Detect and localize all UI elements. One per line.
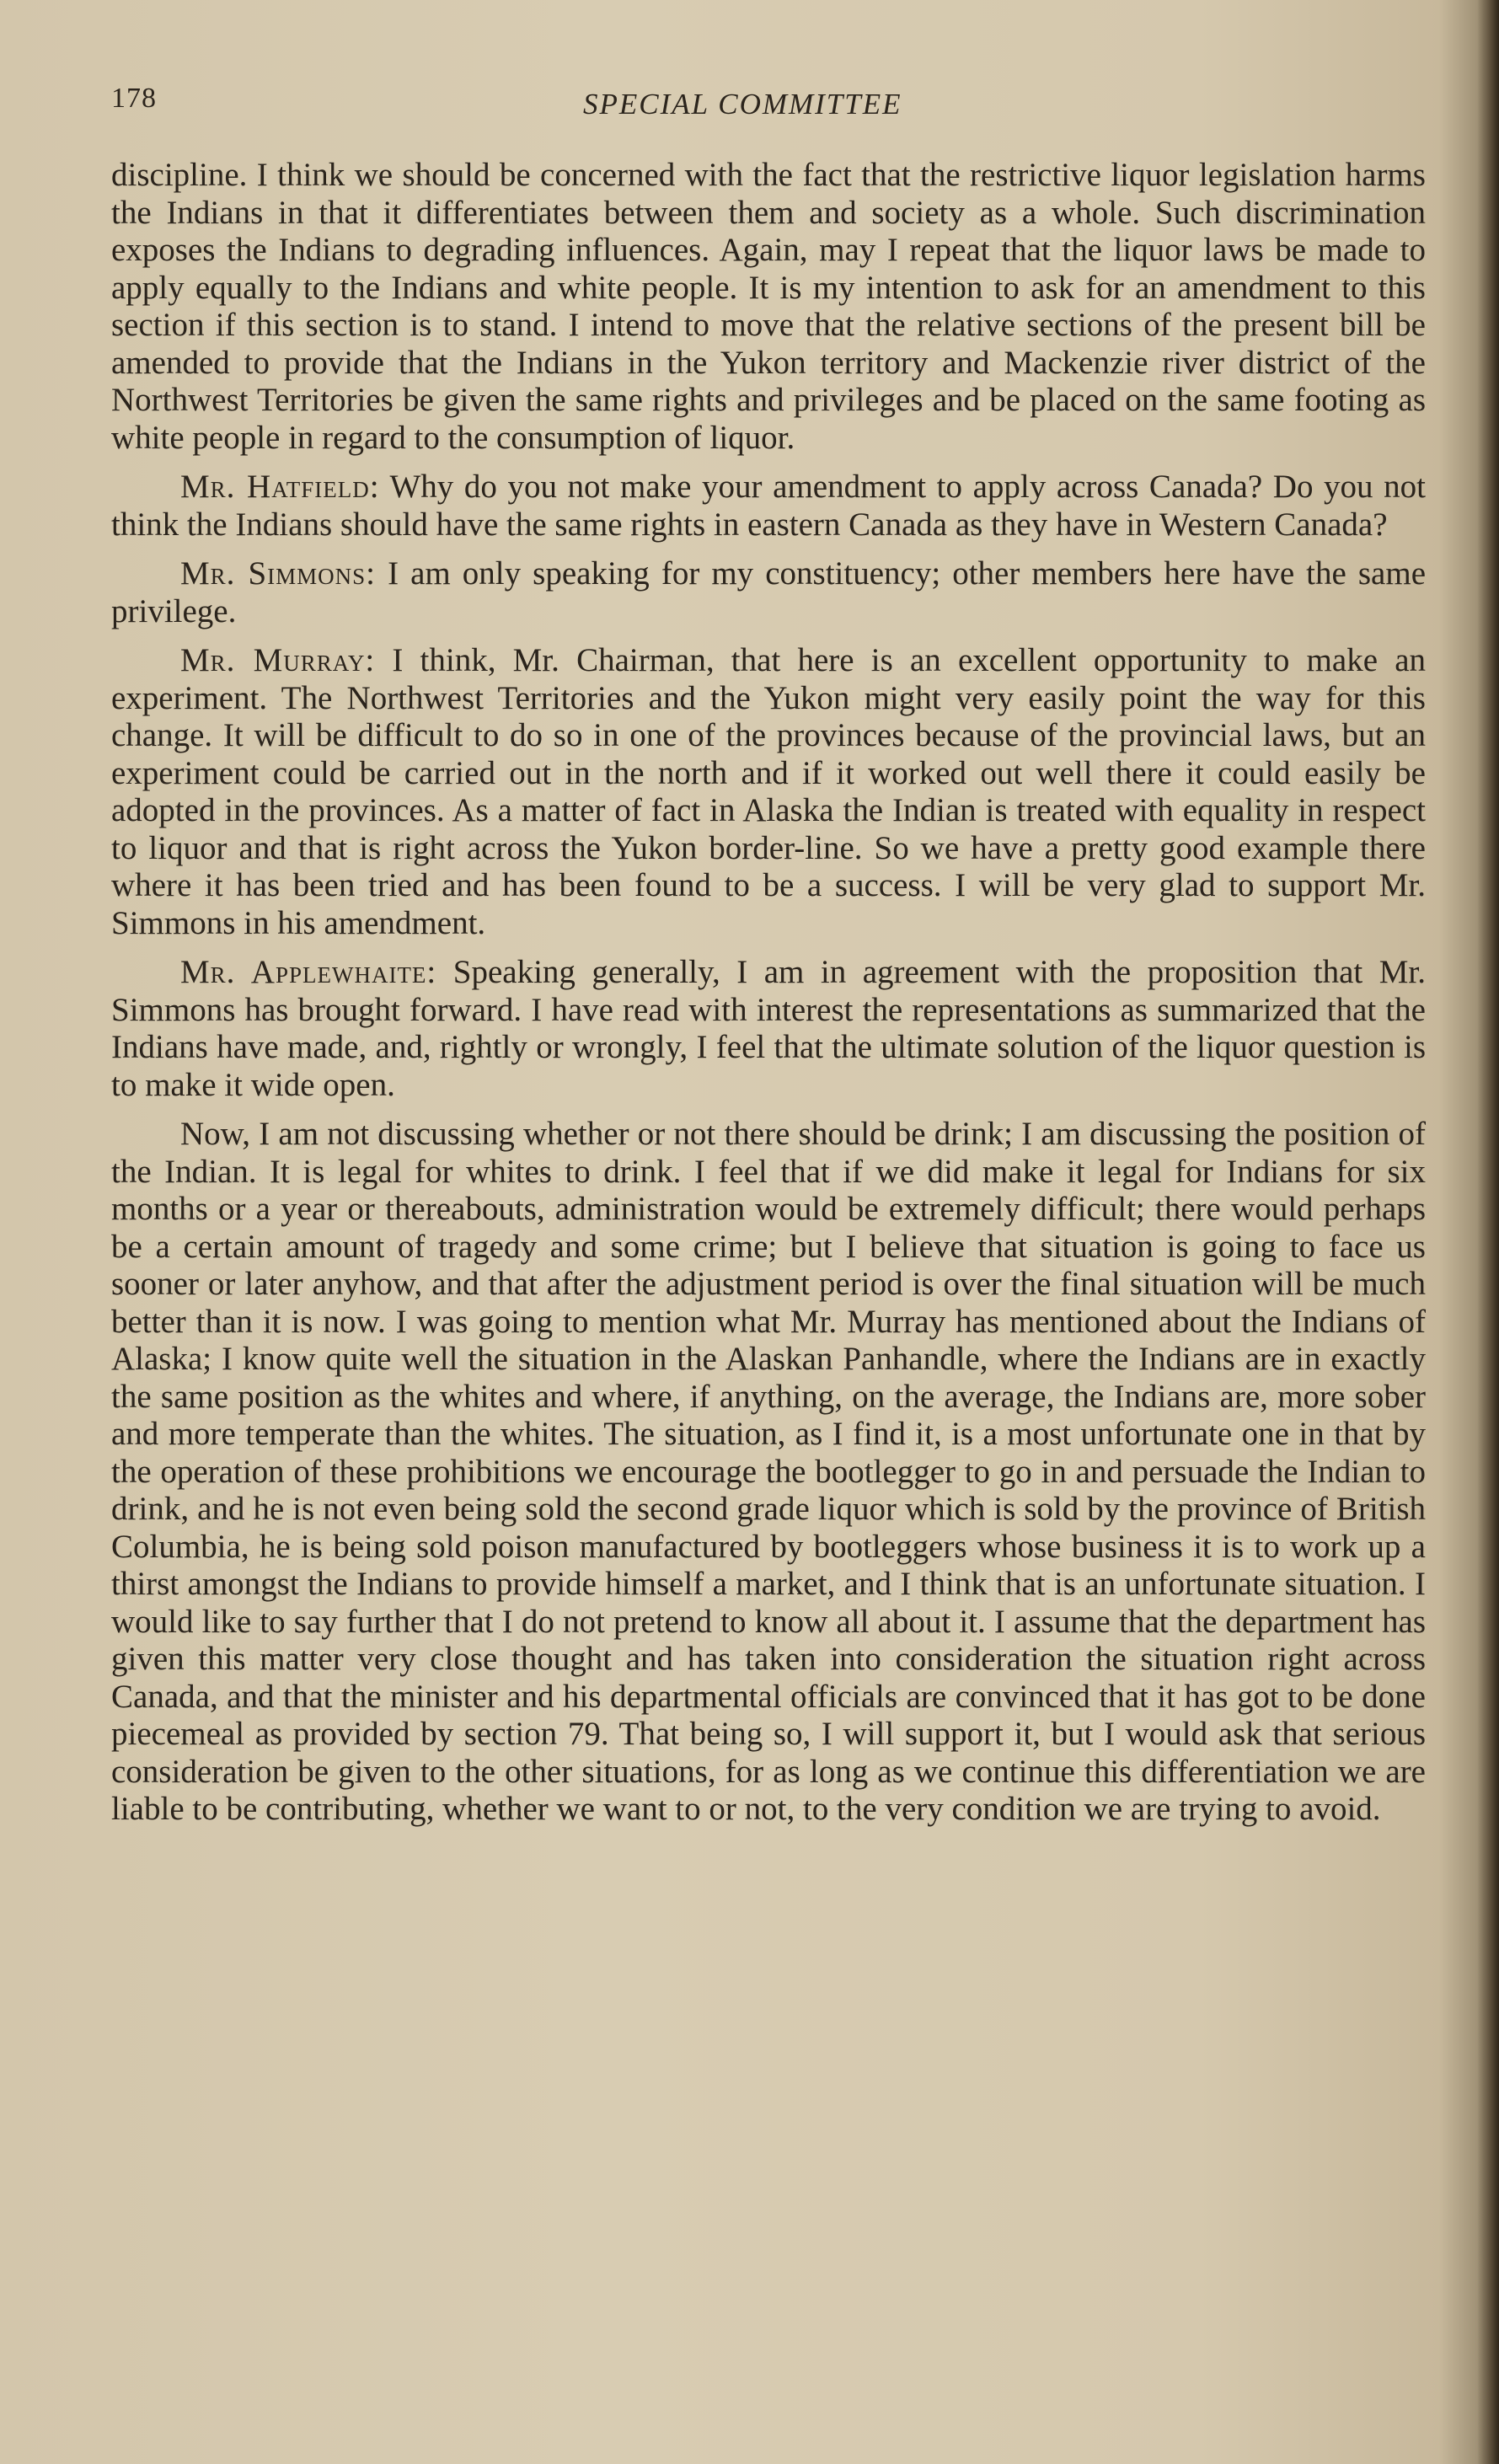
page-header	[111, 83, 1426, 133]
paragraph-murray	[111, 642, 1426, 942]
speaker-name: Mr. Applewhaite:	[180, 954, 437, 990]
paragraph-text: I am only speaking for my constituency; other members here have the same privilege.	[111, 555, 1427, 629]
paragraph-text: I think, Mr. Chairman, that here is an excellent opportunity to make an experiment. The Northwest Territories and the Yukon might very easily point the way for this change. It will be difficult to do so in one of the provinces because of the provincial laws, but an experiment could be carried out in the north and if it worked out well there it could easily be adopted in the provinces. As a matter of fact in Alaska the Indian is treated with equality in respect to liquor and that is right across the Yukon border-line. So we have a pretty good example there where it has been tried and has been found to be a success. I will be very glad to support Mr. Simmons in his amendment.	[111, 642, 1427, 941]
paragraph-hatfield	[111, 469, 1426, 544]
speaker-name: Mr. Murray:	[180, 642, 376, 678]
paragraph-applewhaite-continued	[111, 1116, 1426, 1829]
paragraph-simmons	[111, 555, 1426, 630]
speaker-name: Mr. Simmons:	[180, 555, 377, 592]
paragraph-text: Speaking generally, I am in agreement with the proposition that Mr. Simmons has brought forward. I have read with interest the representations as summarized that the Indians have made, and, rightly or wrongly, I feel that the ultimate solution of the liquor question is to make it wide open.	[111, 954, 1427, 1103]
page-edge-shadow	[1477, 0, 1499, 2464]
paragraph-applewhaite	[111, 954, 1426, 1104]
paragraph-text: Why do you not make your amendment to apply across Canada? Do you not think the Indians should have the same rights in eastern Canada as they have in Western Canada?	[111, 469, 1426, 543]
paragraph-text: discipline. I think we should be concerned with the fact that the restrictive liquor legislation harms the Indians in that it differentiates between them and society as a whole. Such discrimination exposes the Indians to degrading influences. Again, may I repeat that the liquor laws be made to apply equally to the Indians and white people. It is my intention to ask for an amendment to this section if this section is to stand. I intend to move that the relative sections of the present bill be amended to provide that the Indians in the Yukon territory and Mackenzie river district of the Northwest Territories be given the same rights and privileges and be placed on the same footing as white people in regard to the consumption of liquor.	[111, 157, 1426, 456]
paragraph-continuation	[111, 157, 1426, 457]
paragraph-text: Now, I am not discussing whether or not there should be drink; I am discussing the position of the Indian. It is legal for whites to drink. I feel that if we did make it legal for Indians for six months or a year or thereabouts, administration would be extremely difficult; there would perhaps be a certain amount of tragedy and some crime; but I believe that situation is going to face us sooner or later anyhow, and that after the adjustment period is over the final situation will be much better than it is now. I was going to mention what Mr. Murray has mentioned about the Indians of Alaska; I know quite well the situation in the Alaskan Panhandle, where the Indians are in exactly the same position as the whites and where, if anything, on the average, the Indians are, more sober and more temperate than the whites. The situation, as I find it, is a most unfortunate one in that by the operation of these prohibitions we encourage the bootlegger to go in and persuade the Indian to drink, and he is not even being sold the second grade liquor which is sold by the province of British Columbia, he is being sold poison manufactured by bootleggers whose business it is to work up a thirst amongst the Indians to provide himself a market, and I think that is an unfortunate situation. I would like to say further that I do not pretend to know all about it. I assume that the department has given this matter very close thought and has taken into consideration the situation right across Canada, and that the minister and his departmental officials are convinced that it has got to be done piecemeal as provided by section 79. That being so, I will support it, but I would ask that serious consideration be given to the other situations, for as long as we continue this differentiation we are liable to be contributing, whether we want to or not, to the very condition we are trying to avoid.	[111, 1116, 1426, 1827]
speaker-name: Mr. Hatfield:	[180, 469, 380, 505]
page-number: 178	[111, 83, 157, 114]
running-head: SPECIAL COMMITTEE	[583, 88, 902, 121]
body-text	[111, 157, 1426, 1840]
